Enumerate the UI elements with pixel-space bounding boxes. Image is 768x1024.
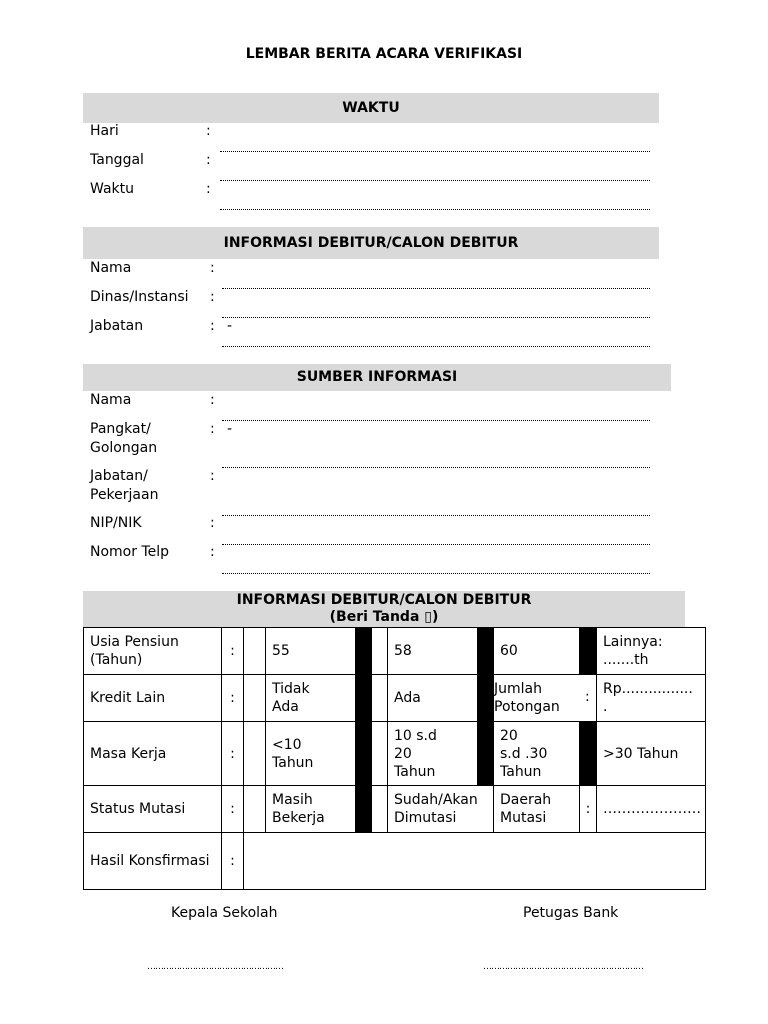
label-nip-nik: NIP/NIK	[90, 515, 142, 531]
tanggal-field-line[interactable]	[220, 180, 650, 181]
rp-value: Rp................ .	[603, 681, 693, 715]
checkbox[interactable]	[478, 722, 494, 786]
telp-field-line[interactable]	[222, 573, 650, 574]
option-rp	[585, 675, 706, 722]
checkbox[interactable]	[244, 628, 266, 675]
colon: :	[210, 421, 215, 437]
hasil-konfirmasi-field[interactable]	[244, 833, 706, 890]
option-tidak-ada: Tidak Ada	[266, 675, 356, 722]
table-row	[84, 628, 706, 675]
waktu-field-line[interactable]	[220, 209, 650, 210]
hari-field-line[interactable]	[220, 151, 650, 152]
label-nomor-telp: Nomor Telp	[90, 544, 170, 560]
colon: :	[222, 628, 244, 675]
checkbox[interactable]	[580, 628, 597, 675]
checkbox[interactable]	[356, 786, 372, 833]
label-pangkat-golongan: Pangkat/ Golongan	[90, 421, 158, 456]
colon: :	[585, 689, 590, 705]
colon: :	[580, 786, 597, 833]
label-jabatan-pekerjaan: Jabatan/ Pekerjaan	[90, 468, 159, 503]
checkbox[interactable]	[478, 628, 494, 675]
signature-line-right: ……………………………………………………	[483, 962, 643, 972]
label-nama: Nama	[90, 260, 132, 276]
option-20-30: 20 s.d .30 Tahun	[494, 722, 580, 786]
row-label: Kredit Lain	[84, 675, 222, 722]
row-label: Hasil Konsfirmasi	[84, 833, 222, 890]
spacer	[372, 675, 388, 722]
label-nama: Nama	[90, 392, 132, 408]
spacer	[372, 722, 388, 786]
pangkat-field-line[interactable]	[222, 467, 650, 468]
row-label: Masa Kerja	[84, 722, 222, 786]
section-header-checklist	[83, 591, 685, 627]
label-tanggal: Tanggal	[90, 152, 144, 168]
option-55: 55	[266, 628, 356, 675]
option-58: 58	[388, 628, 478, 675]
jabatan-field-line[interactable]	[222, 346, 650, 347]
label-waktu: Waktu	[90, 181, 134, 197]
nama-field-line[interactable]	[222, 420, 650, 421]
colon: :	[206, 123, 211, 139]
checklist-title: INFORMASI DEBITUR/CALON DEBITUR	[236, 592, 532, 608]
colon: :	[206, 152, 211, 168]
daerah-value: …………………	[597, 786, 706, 833]
checkbox[interactable]	[244, 786, 266, 833]
checkbox[interactable]	[356, 675, 372, 722]
table-row	[84, 675, 706, 722]
colon: :	[210, 468, 215, 484]
colon: :	[210, 260, 215, 276]
colon: :	[210, 515, 215, 531]
option-daerah-mutasi: Daerah Mutasi	[494, 786, 580, 833]
label-jabatan: Jabatan	[90, 318, 144, 334]
signature-label-right: Petugas Bank	[523, 905, 619, 921]
checkbox[interactable]	[356, 628, 372, 675]
label-hari: Hari	[90, 123, 119, 139]
option-10-20: 10 s.d 20 Tahun	[388, 722, 478, 786]
option-60: 60	[494, 628, 580, 675]
option-kurang-10: <10 Tahun	[266, 722, 356, 786]
table-row	[84, 786, 706, 833]
colon: :	[222, 833, 244, 890]
signature-label-left: Kepala Sekolah	[171, 905, 278, 921]
table-row	[84, 722, 706, 786]
signature-line-left: ……………………………………………	[147, 962, 283, 972]
section-header-sumber: SUMBER INFORMASI	[83, 364, 671, 391]
option-jumlah-potongan: Jumlah Potongan	[494, 675, 597, 722]
spacer	[372, 786, 388, 833]
colon: :	[210, 392, 215, 408]
label-dinas-instansi: Dinas/Instansi	[90, 289, 189, 305]
jabatan-pekerjaan-field-line[interactable]	[222, 515, 650, 516]
colon: :	[222, 786, 244, 833]
colon: :	[210, 318, 215, 334]
section-header-debitur: INFORMASI DEBITUR/CALON DEBITUR	[83, 227, 659, 259]
option-sudah-akan-dimutasi: Sudah/Akan Dimutasi	[388, 786, 494, 833]
checkbox[interactable]	[244, 675, 266, 722]
section-header-waktu: WAKTU	[83, 93, 659, 123]
checkbox[interactable]	[478, 675, 494, 722]
option-masih-bekerja: Masih Bekerja	[266, 786, 356, 833]
page-title: LEMBAR BERITA ACARA VERIFIKASI	[245, 46, 523, 62]
checkbox[interactable]	[244, 722, 266, 786]
pangkat-value: -	[227, 421, 233, 437]
colon: :	[210, 544, 215, 560]
checkbox[interactable]	[356, 722, 372, 786]
colon: :	[222, 675, 244, 722]
checklist-subtitle: (Beri Tanda ▯)	[329, 609, 439, 625]
option-ada: Ada	[388, 675, 478, 722]
table-row	[84, 833, 706, 890]
spacer	[372, 628, 388, 675]
nama-field-line[interactable]	[222, 288, 650, 289]
option-lebih-30: >30 Tahun	[597, 722, 706, 786]
colon: :	[222, 722, 244, 786]
checklist-table	[83, 627, 706, 890]
colon: :	[210, 289, 215, 305]
dinas-field-line[interactable]	[222, 317, 650, 318]
nip-field-line[interactable]	[222, 544, 650, 545]
option-lainnya: Lainnya: .......th	[597, 628, 706, 675]
checkbox[interactable]	[580, 722, 597, 786]
row-label: Status Mutasi	[84, 786, 222, 833]
row-label: Usia Pensiun (Tahun)	[84, 628, 222, 675]
jabatan-value: -	[227, 318, 233, 334]
colon: :	[206, 181, 211, 197]
